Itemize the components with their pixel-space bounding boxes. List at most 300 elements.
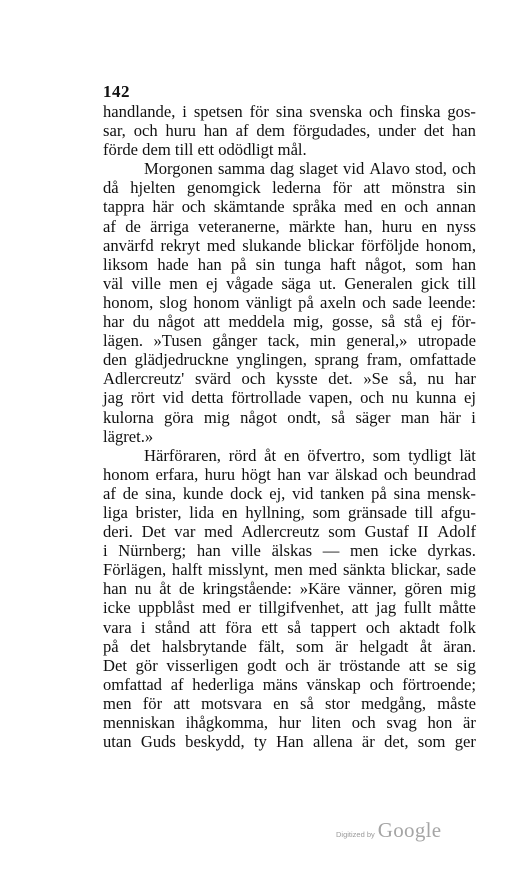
text-word: så — [331, 407, 346, 427]
text-word: som — [372, 445, 401, 465]
text-word: och — [404, 197, 429, 217]
text-word: man — [400, 407, 430, 427]
text-word: han — [452, 254, 476, 274]
text-word: ondt, — [287, 407, 321, 427]
text-word: lida — [189, 502, 215, 522]
text-word: vänskap — [306, 674, 361, 694]
text-word: öfvertro, — [307, 445, 365, 465]
text-word: att — [351, 598, 369, 618]
text-word: tydligt — [408, 445, 452, 465]
text-word: men — [103, 693, 132, 713]
text-word: märkte — [289, 216, 336, 236]
text-word: blickar — [308, 235, 355, 255]
text-word: tappert — [310, 617, 357, 637]
text-word: jag — [375, 598, 397, 618]
text-word: hur — [278, 713, 301, 732]
text-word: det, — [384, 732, 409, 752]
text-word: lederna — [272, 178, 321, 198]
text-word: Förlägen, — [103, 560, 167, 580]
text-word: ej — [205, 273, 218, 293]
text-word: jag — [103, 388, 124, 408]
text-word: — — [322, 541, 340, 561]
text-word: här — [439, 407, 461, 427]
text-word: måtte — [439, 598, 476, 618]
text-word: han, — [344, 216, 373, 236]
text-word: min — [309, 331, 336, 351]
text-word: omfattade — [409, 350, 476, 370]
text-word: gick — [420, 273, 450, 293]
text-word: tillgifvenhet, — [258, 598, 345, 618]
text-word: stor — [324, 693, 350, 713]
text-line — [103, 598, 476, 617]
text-word: en — [221, 502, 238, 522]
text-word: i — [182, 102, 187, 121]
text-word: gör — [135, 655, 158, 675]
text-word: en — [380, 197, 397, 217]
text-word: han — [277, 464, 302, 484]
text-word: Det — [141, 522, 166, 542]
text-word: svenska — [309, 102, 363, 121]
text-word: och — [133, 121, 158, 141]
text-line — [103, 102, 476, 121]
text-word: var — [307, 464, 329, 484]
text-word: af — [170, 674, 184, 694]
text-word: Han — [276, 732, 304, 752]
text-word: här — [152, 197, 174, 217]
text-line — [103, 694, 476, 713]
text-word: för — [332, 178, 352, 198]
text-word: det. — [328, 369, 353, 389]
text-word: kunde — [182, 483, 224, 503]
text-word: Morgonen — [144, 159, 213, 179]
text-word: säga — [281, 273, 311, 293]
text-word: helgadt — [359, 636, 409, 656]
text-word: de — [125, 216, 141, 236]
text-word: huru — [204, 464, 236, 484]
text-line — [103, 713, 476, 732]
text-word: han — [203, 121, 228, 141]
text-word: Adolf — [437, 522, 476, 542]
text-word: Adlercreutz' — [103, 369, 185, 389]
text-word: ett — [261, 617, 278, 637]
text-line — [103, 369, 476, 388]
text-word: nu — [427, 369, 445, 389]
text-word: mönstra — [391, 178, 445, 198]
text-word: vänligt — [245, 292, 292, 312]
text-word: tröstande — [339, 655, 401, 675]
text-word: erfara, — [155, 464, 199, 484]
text-word: sin — [255, 254, 276, 274]
text-word: älskas — [271, 541, 313, 561]
text-word: hon — [427, 713, 453, 732]
text-word: till — [457, 273, 476, 293]
text-word: allena — [313, 732, 353, 752]
text-line — [103, 293, 476, 312]
text-line-content: förde dem till ett odödligt mål. — [103, 140, 307, 160]
text-word: sig — [456, 655, 476, 675]
text-word: visserligen — [166, 655, 239, 675]
text-word: men — [274, 560, 303, 580]
text-word: vid — [162, 388, 184, 408]
text-word: sade — [446, 560, 476, 580]
text-word: som — [415, 254, 443, 274]
text-line — [103, 408, 476, 427]
text-word: kunna — [415, 388, 457, 408]
text-line — [103, 522, 476, 541]
text-word: högt — [241, 464, 271, 484]
page-number: 142 — [103, 82, 130, 101]
text-word: förföljde — [360, 235, 419, 255]
text-word: är — [361, 732, 375, 752]
text-word: i — [140, 617, 146, 637]
text-word: beundrad — [414, 464, 476, 484]
text-word: II — [417, 522, 429, 542]
text-word: för — [142, 693, 163, 713]
text-word: och — [241, 369, 266, 389]
text-word: sänkta — [342, 560, 386, 580]
text-word: »Se — [363, 369, 389, 389]
text-word: tack, — [267, 331, 300, 351]
text-word: hederliga — [192, 674, 255, 694]
text-word: kulorna — [103, 407, 154, 427]
text-word: något — [240, 407, 277, 427]
text-word: utropade — [417, 331, 476, 351]
text-word: kysste — [276, 369, 318, 389]
text-word: säger — [355, 407, 391, 427]
watermark-prefix: Digitized by — [336, 830, 375, 839]
text-word: som — [328, 522, 356, 542]
text-word: älskad — [335, 464, 378, 484]
text-word: men — [350, 541, 379, 561]
text-word: rörd — [228, 445, 257, 465]
text-word: veteranerne, — [198, 216, 280, 236]
text-word: ej — [464, 388, 476, 408]
text-word: till — [414, 502, 434, 522]
text-word: på — [298, 292, 314, 312]
text-word: vänner, — [348, 579, 397, 599]
text-word: af — [235, 121, 249, 141]
text-word: vapen, — [308, 388, 353, 408]
text-word: mig — [450, 579, 476, 599]
text-line-content: lägret.» — [103, 426, 154, 446]
text-word: slaget — [299, 159, 338, 179]
text-line — [103, 178, 476, 197]
text-word: och — [360, 388, 385, 408]
text-word: Guds — [140, 732, 176, 752]
text-word: är — [463, 713, 476, 732]
text-word: halsbrytande — [161, 636, 247, 656]
text-word: general,» — [346, 331, 408, 351]
text-word: ger — [454, 732, 476, 752]
text-word: något — [157, 312, 195, 332]
text-word: svärd — [194, 369, 231, 389]
text-line — [103, 446, 476, 465]
text-word: under — [378, 121, 416, 141]
text-word: Alavo — [369, 159, 410, 179]
text-word: åt — [419, 636, 432, 656]
text-word: huru — [165, 121, 196, 141]
text-word: lägen. — [103, 331, 144, 351]
text-word: stånd — [154, 617, 190, 637]
text-word: har — [454, 369, 476, 389]
text-word: af — [103, 216, 116, 236]
text-word: en — [421, 216, 438, 236]
text-word: honom, — [425, 235, 476, 255]
text-word: sina — [275, 102, 303, 121]
text-word: dem — [256, 121, 285, 141]
text-word: förtrollade — [231, 388, 302, 408]
text-word: sina — [393, 483, 421, 503]
text-word: tappra — [103, 197, 145, 217]
text-word: den — [103, 350, 127, 370]
text-word: med — [344, 197, 373, 217]
text-word: tanken — [320, 483, 365, 503]
text-word: på — [371, 483, 387, 503]
text-line — [103, 388, 476, 407]
text-word: att — [173, 693, 190, 713]
text-word: Nürnberg; — [118, 541, 187, 561]
text-word: vara — [103, 617, 132, 637]
text-line — [103, 331, 476, 350]
text-word: att — [408, 655, 426, 675]
text-word: liten — [311, 713, 342, 732]
text-word: som — [417, 732, 446, 752]
text-word: måste — [437, 693, 476, 713]
text-word: åt — [264, 445, 277, 465]
text-word: kringstående: — [202, 579, 292, 599]
text-word: för — [249, 102, 269, 121]
text-word: afgu- — [440, 502, 476, 522]
text-line — [103, 312, 476, 331]
text-word: stå — [403, 312, 423, 332]
text-word: huru — [381, 216, 413, 236]
text-line — [103, 197, 476, 216]
text-word: mig, — [293, 312, 324, 332]
text-word: och — [285, 655, 310, 675]
text-word: tunga — [284, 254, 322, 274]
digitized-by-google-watermark — [336, 818, 441, 843]
text-word: och — [369, 102, 393, 121]
text-word: han — [196, 541, 221, 561]
text-line — [103, 274, 476, 293]
text-word: åt — [159, 579, 172, 599]
text-line — [103, 732, 476, 751]
text-word: beskydd, — [185, 732, 245, 752]
text-word: var — [174, 522, 196, 542]
text-line — [103, 675, 476, 694]
text-word: förtroende; — [402, 674, 476, 694]
text-line — [103, 217, 476, 236]
text-word: lät — [459, 445, 476, 465]
google-logo: Google — [377, 818, 442, 842]
text-word: är — [335, 636, 349, 656]
text-word: mäns — [262, 674, 298, 694]
text-word: hade — [157, 254, 189, 274]
text-word: fram, — [366, 350, 402, 370]
text-word: utan — [103, 732, 132, 752]
text-word: att — [363, 178, 380, 198]
text-word: du — [132, 312, 150, 332]
text-word: ty — [253, 732, 267, 752]
text-word: motsvara — [201, 693, 262, 713]
text-line — [103, 541, 476, 560]
text-word: på — [103, 636, 119, 656]
text-word: hjelten — [130, 178, 176, 198]
text-word: ej — [430, 312, 443, 332]
text-word: detta — [191, 388, 224, 408]
text-word: som — [295, 636, 324, 656]
text-word: misslynt, — [208, 560, 269, 580]
text-word: och — [362, 292, 387, 312]
text-word: gosse, — [331, 312, 373, 332]
text-word: rört — [130, 388, 155, 408]
text-word: svag — [386, 713, 417, 732]
text-word: anvärfd — [103, 235, 154, 255]
body-text — [103, 102, 476, 751]
text-word: ej, — [269, 483, 286, 503]
text-word: vågade — [226, 273, 274, 293]
text-word: gören — [404, 579, 443, 599]
text-word: gos- — [447, 102, 476, 121]
text-word: ihågkomma, — [185, 713, 269, 732]
text-word: så — [381, 312, 396, 332]
text-word: haft — [330, 254, 356, 274]
text-word: de — [178, 579, 195, 599]
text-word: Generalen — [344, 273, 413, 293]
text-word: förgudades, — [292, 121, 371, 141]
text-word: som — [312, 502, 341, 522]
text-word: mensk- — [427, 483, 476, 503]
text-word: språka — [292, 197, 336, 217]
text-word: äran. — [443, 636, 476, 656]
text-word: ynglingen, — [236, 350, 307, 370]
text-word: väl — [103, 273, 124, 293]
text-line — [103, 560, 476, 579]
text-word: med — [308, 560, 338, 580]
text-word: menniskan — [103, 713, 175, 732]
text-word: så, — [398, 369, 417, 389]
text-word: med — [202, 598, 231, 618]
text-word: en — [273, 693, 289, 713]
text-word: med — [206, 235, 236, 255]
text-line — [103, 140, 476, 159]
text-word: är — [317, 655, 331, 675]
text-word: mig — [203, 407, 230, 427]
text-word: genomgick — [186, 178, 261, 198]
text-word: dag — [270, 159, 295, 179]
text-word: det — [423, 121, 445, 141]
text-word: ut. — [319, 273, 337, 293]
text-word: leende: — [428, 292, 476, 312]
text-word: de — [122, 483, 139, 503]
text-word: nu — [134, 579, 152, 599]
text-word: han — [197, 254, 222, 274]
text-word: se — [434, 655, 448, 675]
text-line — [103, 121, 476, 140]
text-line — [103, 637, 476, 656]
text-word: Det — [103, 655, 127, 675]
text-line — [103, 618, 476, 637]
text-word: Adlercreutz — [241, 522, 320, 542]
text-word: icke — [389, 541, 417, 561]
text-word: och — [365, 617, 390, 637]
text-word: ärriga — [150, 216, 189, 236]
text-word: med — [204, 522, 233, 542]
text-word: honom, — [103, 292, 154, 312]
text-word: honom — [103, 464, 150, 484]
text-word: och — [369, 674, 394, 694]
text-word: vid — [343, 159, 365, 179]
text-line — [103, 503, 476, 522]
text-word: liksom — [103, 254, 149, 274]
text-word: uppblåst — [138, 598, 195, 618]
text-word: sin — [456, 178, 476, 198]
text-line — [103, 427, 476, 446]
text-word: er — [238, 598, 252, 618]
text-word: så — [299, 693, 314, 713]
text-word: i — [471, 407, 476, 427]
text-line — [103, 579, 476, 598]
text-word: göra — [164, 407, 194, 427]
text-word: hyllning, — [245, 502, 305, 522]
text-word: på — [230, 254, 247, 274]
text-word: aktadt — [399, 617, 440, 637]
text-word: så — [287, 617, 302, 637]
text-word: sar, — [103, 121, 126, 141]
text-word: i — [103, 541, 108, 561]
text-word: axeln — [319, 292, 356, 312]
text-word: fullt — [403, 598, 432, 618]
text-word: nu — [391, 388, 409, 408]
text-word: dyrkas. — [427, 541, 476, 561]
text-line — [103, 236, 476, 255]
text-word: omfattad — [103, 674, 162, 694]
text-word: vid — [292, 483, 314, 503]
text-line — [103, 484, 476, 503]
text-word: men — [169, 273, 198, 293]
text-word: och — [351, 713, 376, 732]
text-word: deri. — [103, 522, 133, 542]
text-word: slukande — [242, 235, 302, 255]
text-line — [103, 255, 476, 274]
text-word: det — [130, 636, 151, 656]
text-line — [103, 465, 476, 484]
text-word: fält, — [258, 636, 285, 656]
text-word: Gustaf — [364, 522, 409, 542]
text-word: halft — [171, 560, 203, 580]
text-word: Härföraren, — [144, 445, 221, 465]
text-word: för- — [451, 312, 476, 332]
text-word: en — [283, 445, 300, 465]
text-word: dock — [230, 483, 263, 503]
text-word: han — [451, 121, 476, 141]
text-word: meddela — [228, 312, 285, 332]
text-word: samma — [217, 159, 265, 179]
text-word: sade — [392, 292, 422, 312]
text-word: finska — [399, 102, 441, 121]
text-line — [103, 159, 476, 178]
text-word: glädjedruckne — [134, 350, 229, 370]
text-word: icke — [103, 598, 131, 618]
text-word: sprang — [314, 350, 359, 370]
text-word: föra — [225, 617, 252, 637]
text-word: har — [103, 312, 125, 332]
text-word: skämtande — [213, 197, 285, 217]
text-word: liga — [103, 502, 128, 522]
text-word: folk — [449, 617, 476, 637]
text-word: »Käre — [299, 579, 341, 599]
text-word: honom — [193, 292, 240, 312]
